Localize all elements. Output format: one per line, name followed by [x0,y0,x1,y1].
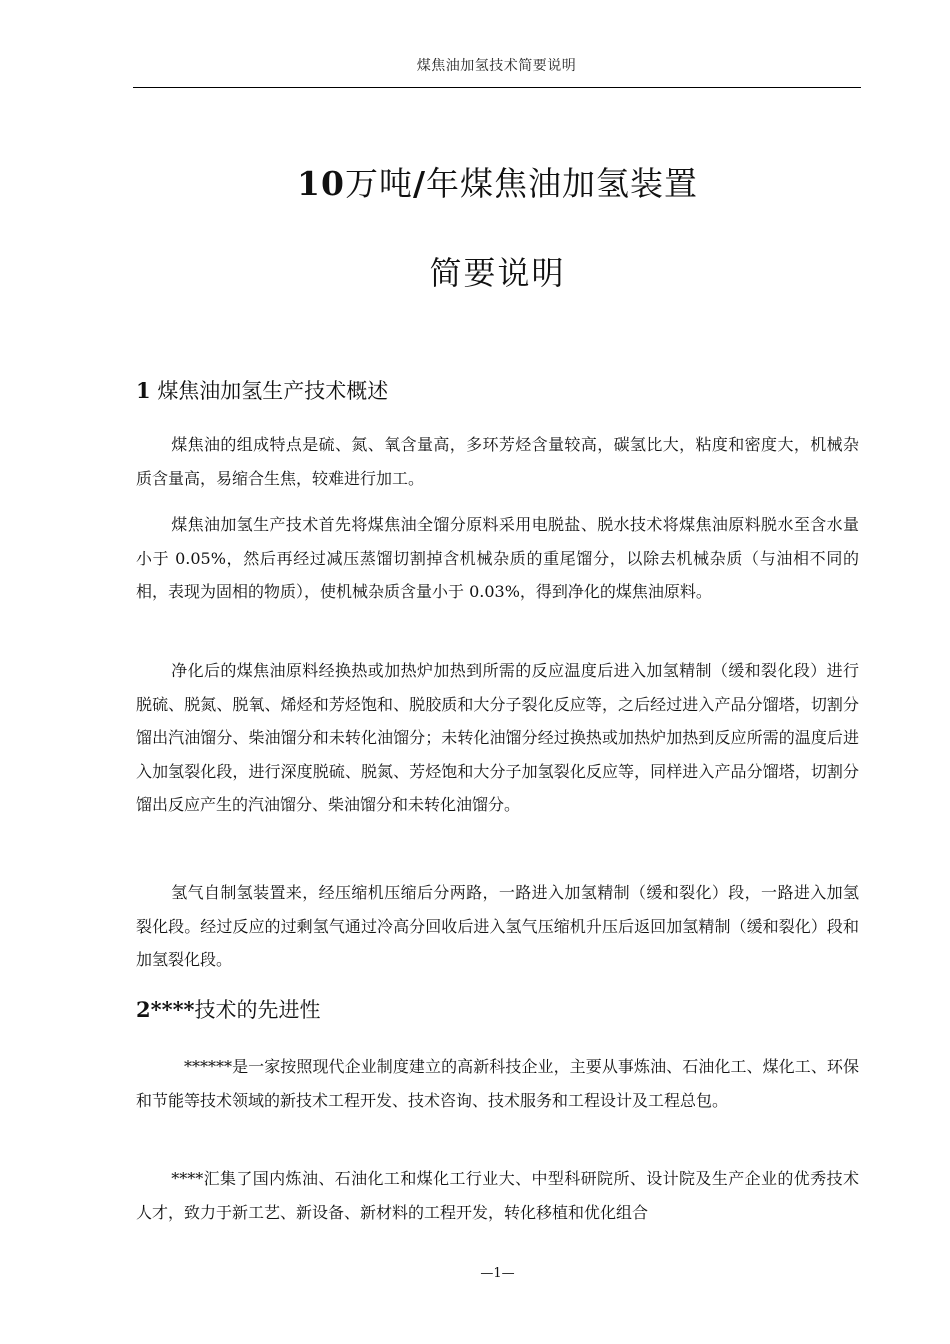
title-slash: / [412,164,426,203]
title-unit: 万吨 [344,164,413,203]
title-rest: 年煤焦油加氢装置 [426,164,698,203]
document-subtitle: 简要说明 [429,254,566,292]
section-2-number: 2**** [136,997,195,1022]
document-title [0,158,950,205]
section-1-paragraph-2: 煤焦油加氢生产技术首先将煤焦油全馏分原料采用电脱盐、脱水技术将煤焦油原料脱水至含水量小于 0.05%，然后再经过减压蒸馏切割掉含机械杂质的重尾馏分，以除去机械杂质（与油相不同的相，表现为固相的物质），使机械杂质含量小于 0.03%，得到净化的煤焦油原料。 [136,515,859,602]
header-divider [133,87,861,88]
section-2-paragraph-2: ****汇集了国内炼油、石油化工和煤化工行业大、中型科研院所、设计院及生产企业的优秀技术人才，致力于新工艺、新设备、新材料的工程开发，转化移植和优化组合 [136,1169,859,1222]
section-1-paragraph-4: 氢气自制氢装置来，经压缩机压缩后分两路，一路进入加氢精制（缓和裂化）段，一路进入加氢裂化段。经过反应的过剩氢气通过冷高分回收后进入氢气压缩机升压后返回加氢精制（缓和裂化）段和加氢裂化段。 [136,883,859,970]
section-1-title: 煤焦油加氢生产技术概述 [157,379,389,403]
section-2-title: 技术的先进性 [194,998,321,1022]
section-1-paragraph-3: 净化后的煤焦油原料经换热或加热炉加热到所需的反应温度后进入加氢精制（缓和裂化段）进行脱硫、脱氮、脱氧、烯烃和芳烃饱和、脱胶质和大分子裂化反应等，之后经过进入产品分馏塔，切割分馏出汽油馏分、柴油馏分和未转化油馏分；未转化油馏分经过换热或加热炉加热到反应所需的温度后进入加氢裂化段，进行深度脱硫、脱氮、芳烃饱和大分子加氢裂化反应等，同样进入产品分馏塔，切割分馏出反应产生的汽油馏分、柴油馏分和未转化油馏分。 [136,661,859,815]
section-2-heading [136,994,321,1024]
section-1-heading [136,375,388,405]
title-number: 10 [297,164,345,203]
page-number: —1— [480,1266,515,1281]
running-header: 煤焦油加氢技术简要说明 [416,58,577,74]
section-1-number: 1 [136,378,151,403]
section-1-paragraph-1: 煤焦油的组成特点是硫、氮、氧含量高，多环芳烃含量较高，碳氢比大，粘度和密度大，机械杂质含量高，易缩合生焦，较难进行加工。 [136,435,859,488]
section-2-paragraph-1: ******是一家按照现代企业制度建立的高新科技企业，主要从事炼油、石油化工、煤化工、环保和节能等技术领域的新技术工程开发、技术咨询、技术服务和工程设计及工程总包。 [136,1057,859,1110]
